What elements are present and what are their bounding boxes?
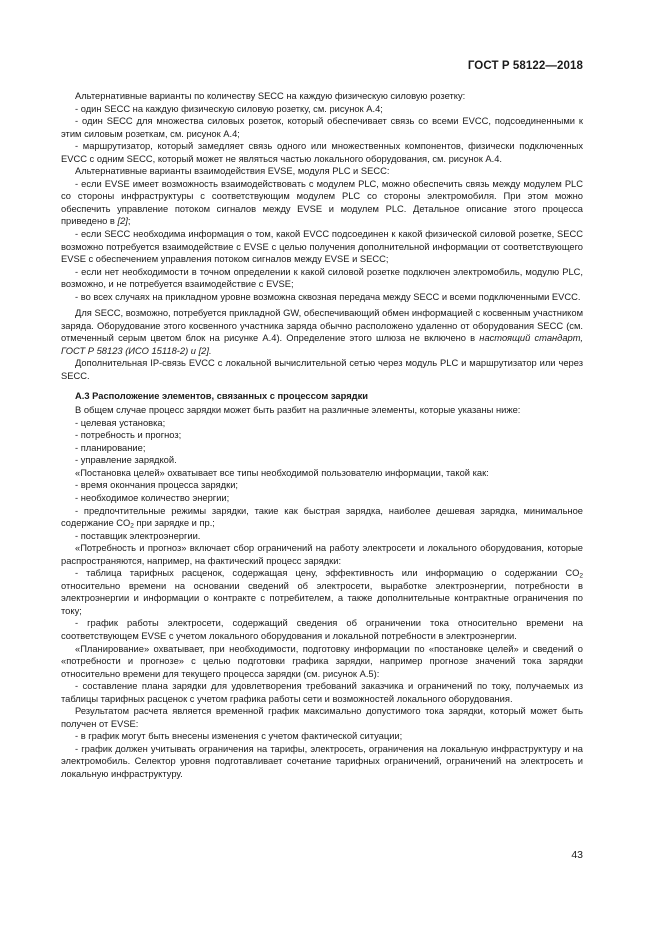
text-run: - если EVSE имеет возможность взаимодействовать с модулем PLC, можно обеспечить связь между модулем PLC со стороны инфраструктуры с соответствующим модулем PLC со стороны электромобиля. При этом можно обеспечить управление потоком сигналов между EVSE и модулем PLC. Детальное описание этого процесса приведено в — [61, 178, 583, 227]
paragraph: Результатом расчета является временной график максимально допустимого тока зарядки, который может быть получен от EVSE: — [61, 706, 583, 729]
page-body — [61, 90, 583, 781]
list-item: - график должен учитывать ограничения на тарифы, электросеть, ограничения на локальную инфраструктуру и на электромобиль. Селектор уровня подготавливает сочетание тарифных ограничений, ограничений на электросеть и локальную инфраструктуру. — [61, 743, 583, 779]
text-run: Для SECC, возможно, потребуется прикладной GW, обеспечивающий обмен информацией с косвенным участником заряда. Оборудование этого косвенного участника заряда обычно расположено удаленно от оборудования SECC (см. отмеченный серым цветом блок на рисунке А.4). Определение этого шлюза не включено в — [61, 308, 583, 344]
list-item: - потребность и прогноз; — [75, 430, 182, 441]
list-item: - управление зарядкой. — [75, 455, 177, 466]
text-run: при зарядке и пр.; — [133, 518, 215, 529]
section-heading: А.3 Расположение элементов, связанных с процессом зарядки — [75, 390, 368, 401]
list-item — [61, 505, 583, 530]
paragraph: В общем случае процесс зарядки может быть разбит на различные элементы, которые указаны ниже: — [75, 405, 521, 416]
list-item: - маршрутизатор, который замедляет связь одного или множественных компонентов, физически подключенных EVCC с одним SECC, который может не являться частью локального оборудования, см. рисунок А.4. — [61, 141, 583, 164]
paragraph: «Постановка целей» охватывает все типы необходимой пользователю информации, такой как: — [75, 467, 489, 478]
text-run: - таблица тарифных расценок, содержащая цену, эффективность или информацию о содержании CO — [75, 568, 580, 579]
page-number: 43 — [571, 849, 583, 861]
subscript: 2 — [130, 522, 134, 530]
list-item: - составление плана зарядки для удовлетворения требований заказчика и ограничений по току, получаемых из таблицы тарифных расценок с учетом графика работы сети и возможностей локального оборудования. — [61, 681, 583, 704]
list-item: - поставщик электроэнергии. — [75, 530, 201, 541]
list-item: - график работы электросети, содержащий сведения об ограничении тока относительно времени на соответствующем EVSE с учетом локального оборудования и локальной потребности в электроэнергии. — [61, 618, 583, 641]
paragraph — [61, 307, 583, 357]
list-item: - один SECC для множества силовых розеток, который обеспечивает связь со всеми EVCC, подсоединенными к этим силовым розеткам, см. рисунок А.4; — [61, 116, 583, 139]
paragraph: Альтернативные варианты по количеству SECC на каждую физическую силовую розетку: — [75, 91, 466, 101]
paragraph: Альтернативные варианты взаимодействия EVSE, модуля PLC и SECC: — [75, 166, 390, 177]
list-item: - необходимое количество энергии; — [75, 492, 230, 503]
text-run: - предпочтительные режимы зарядки, такие как быстрая зарядка, наиболее дешевая зарядка, минимальное содержание CO — [61, 505, 583, 529]
list-item: - планирование; — [75, 442, 146, 453]
paragraph: «Планирование» охватывает, при необходимости, подготовку информации по «постановке целей» и сведений о «потребности и прогнозе» с целью подготовки графика зарядки, например прогнозе значений тока зарядки относительно времени для текущего процесса зарядки (см. рисунок А.5): — [61, 643, 583, 679]
reference-text: настоящий стандарт, ГОСТ Р 58123 (ИСО 15118-2) и [2]. — [61, 333, 583, 356]
paragraph: «Потребность и прогноз» включает сбор ограничений на работу электросети и локального оборудования, которые распространяются, например, на фактический процесс зарядки: — [61, 543, 583, 566]
list-item: - в график могут быть внесены изменения с учетом фактической ситуации; — [75, 731, 403, 742]
reference-link: [2] — [117, 216, 128, 227]
list-item: - один SECC на каждую физическую силовую розетку, см. рисунок А.4; — [75, 103, 383, 114]
list-item: - если SECC необходима информация о том, какой EVCC подсоединен к какой физической силовой розетке, SECC возможно потребуется взаимодействие с EVSE с целью получения дополнительной информации от соответствующего EVSE с обеспечением управления потоком сигналов между EVSE и SECC; — [61, 229, 583, 265]
list-item: - время окончания процесса зарядки; — [75, 480, 239, 491]
document-code: ГОСТ Р 58122—2018 — [467, 60, 583, 72]
list-item — [61, 178, 583, 228]
list-item: - если нет необходимости в точном определении к какой силовой розетке подключен электромобиль, модулю PLC, возможно, и не потребуется взаимодействие с EVSE; — [61, 266, 583, 290]
text-run: относительно времени на основании сведений об электросети, выработке электроэнергии, потребности в электроэнергии и информации о контракте с потребителем, а также дополнительные контрактные ограничения по току; — [61, 580, 583, 616]
list-item — [61, 567, 583, 617]
subscript: 2 — [579, 572, 583, 580]
list-item: - целевая установка; — [75, 417, 166, 428]
list-item: - во всех случаях на прикладном уровне возможна сквозная передача между SECC и всеми подключенными EVCC. — [75, 291, 581, 302]
text-run: ; — [127, 216, 131, 227]
paragraph: Дополнительная IP-связь EVCC с локальной вычислительной сетью через модуль PLC и маршрутизатор или через SECC. — [61, 358, 583, 382]
